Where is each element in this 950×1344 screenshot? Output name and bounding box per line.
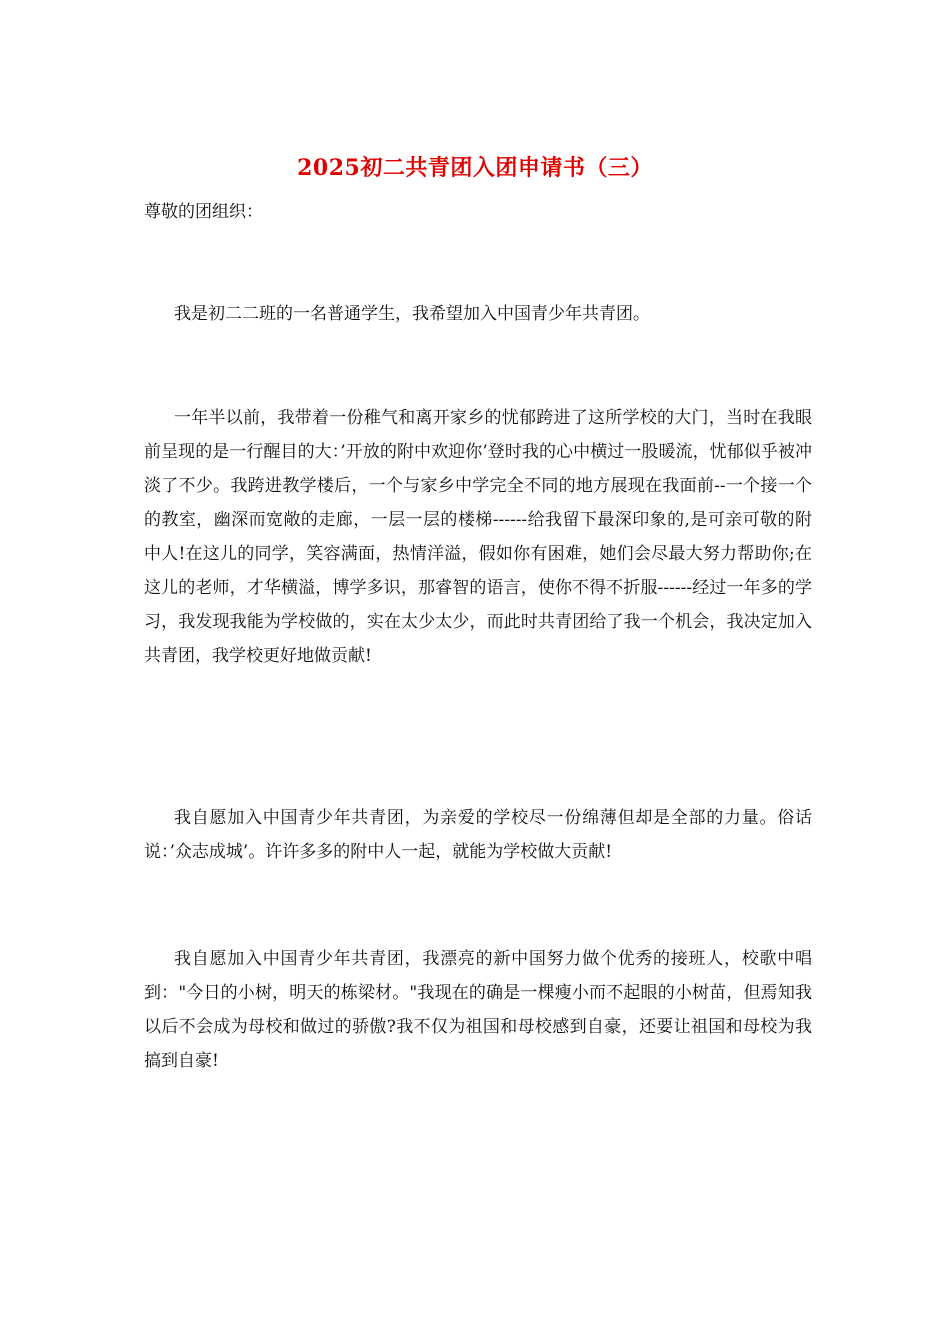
salutation: 尊敬的团组织： [144, 202, 263, 222]
paragraph-school-memory: 一年半以前，我带着一份稚气和离开家乡的忧郁跨进了这所学校的大门，当时在我眼前呈现的是一行醒目的大：’开放的附中欢迎你’登时我的心中横过一股暖流，忧郁似乎被冲淡了不少。我跨进教学楼后，一个与家乡中学完全不同的地方展现在我面前--一个接一个的教室，幽深而宽敞的走廊，一层一层的楼梯------给我留下最深印象的,是可亲可敬的附中人!在这儿的同学，笑容满面，热情洋溢，假如你有困难，她们会尽最大努力帮助你;在这儿的老师，才华横溢，博学多识，那睿智的语言，使你不得不折服------经过一年多的学习，我发现我能为学校做的，实在太少太少，而此时共青团给了我一个机会，我决定加入共青团，我学校更好地做贡献! [144, 408, 812, 666]
paragraph-willingness: 我自愿加入中国青少年共青团，为亲爱的学校尽一份绵薄但却是全部的力量。俗话说：’众志成城’。许许多多的附中人一起，就能为学校做大贡献! [144, 808, 812, 862]
paragraph-aspiration: 我自愿加入中国青少年共青团，我漂亮的新中国努力做个优秀的接班人，校歌中唱到："今日的小树，明天的栋梁材。"我现在的确是一棵瘦小而不起眼的小树苗，但焉知我以后不会成为母校和做过的骄傲?我不仅为祖国和母校感到自豪，还要让祖国和母校为我搞到自豪! [144, 949, 812, 1071]
document-title: 2025初二共青团入团申请书（三） [297, 155, 653, 181]
paragraph-intro: 我是初二二班的一名普通学生，我希望加入中国青少年共青团。 [174, 304, 650, 324]
